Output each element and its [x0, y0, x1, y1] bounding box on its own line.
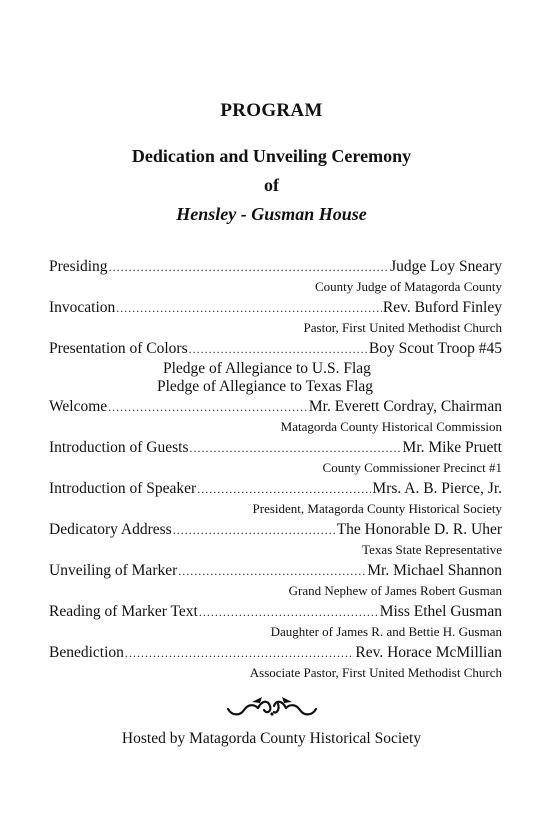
- program-role: Dedicatory Address: [49, 521, 172, 538]
- program-person-title: Grand Nephew of James Robert Gusman: [288, 583, 502, 598]
- ceremony-title-of: of: [264, 175, 279, 195]
- program-item-speaker: [49, 478, 502, 518]
- dot-leader: [109, 257, 390, 278]
- program-person-title: President, Matagorda County Historical Society: [252, 501, 502, 516]
- program-person-title: Texas State Representative: [362, 542, 502, 557]
- program-person: Mr. Mike Pruett: [402, 439, 502, 456]
- program-role: Benediction: [49, 644, 124, 661]
- program-item-unveiling: [49, 560, 502, 600]
- house-name: Hensley - Gusman House: [176, 204, 367, 224]
- program-person-title: County Judge of Matagorda County: [314, 279, 502, 294]
- pledges: [157, 360, 502, 396]
- program-person: Boy Scout Troop #45: [368, 340, 502, 357]
- ceremony-title: Dedication and Unveiling Ceremony: [131, 146, 412, 166]
- program-role: Presentation of Colors: [49, 340, 188, 357]
- decorative-flourish-icon: [0, 694, 543, 725]
- dot-leader: [116, 298, 382, 319]
- program-person-title: Daughter of James R. and Bettie H. Gusman: [270, 624, 502, 639]
- program-person-title: Associate Pastor, First United Methodist Church: [249, 665, 502, 680]
- program-list: [49, 256, 502, 683]
- program-person: Mr. Everett Cordray, Chairman: [308, 398, 502, 415]
- dot-leader: [178, 561, 366, 582]
- program-person: Judge Loy Sneary: [390, 258, 502, 275]
- program-role: Unveiling of Marker: [49, 562, 178, 579]
- dot-leader: [125, 643, 354, 664]
- program-role: Welcome: [49, 398, 108, 415]
- program-heading: PROGRAM: [220, 100, 323, 121]
- program-person: Rev. Horace McMillian: [355, 644, 502, 661]
- pledge-us-flag: Pledge of Allegiance to U.S. Flag: [163, 360, 371, 377]
- pledge-texas-flag: Pledge of Allegiance to Texas Flag: [157, 378, 374, 395]
- program-person: Miss Ethel Gusman: [379, 603, 502, 620]
- program-person: Mr. Michael Shannon: [367, 562, 502, 579]
- program-person-title: Pastor, First United Methodist Church: [303, 320, 502, 335]
- program-person: Mrs. A. B. Pierce, Jr.: [372, 480, 502, 497]
- program-role: Introduction of Speaker: [49, 480, 197, 497]
- program-item-address: [49, 519, 502, 559]
- program-item-presiding: [49, 256, 502, 296]
- program-role: Introduction of Guests: [49, 439, 189, 456]
- program-item-welcome: [49, 396, 502, 436]
- dot-leader: [108, 397, 308, 418]
- program-item-invocation: [49, 297, 502, 337]
- dot-leader: [173, 520, 336, 541]
- dot-leader: [189, 339, 368, 360]
- program-item-benediction: [49, 642, 502, 682]
- dot-leader: [197, 479, 371, 500]
- program-person-title: Matagorda County Historical Commission: [280, 419, 502, 434]
- footer-host: Hosted by Matagorda County Historical Society: [121, 730, 422, 747]
- program-role: Invocation: [49, 299, 116, 316]
- dot-leader: [199, 602, 379, 623]
- program-item-reading: [49, 601, 502, 641]
- program-role: Reading of Marker Text: [49, 603, 198, 620]
- program-person: Rev. Buford Finley: [382, 299, 502, 316]
- program-role: Presiding: [49, 258, 108, 275]
- dot-leader: [189, 438, 401, 459]
- program-item-colors: [49, 338, 502, 396]
- program-person-title: County Commissioner Precinct #1: [322, 460, 502, 475]
- program-item-guests: [49, 437, 502, 477]
- program-person: The Honorable D. R. Uher: [336, 521, 502, 538]
